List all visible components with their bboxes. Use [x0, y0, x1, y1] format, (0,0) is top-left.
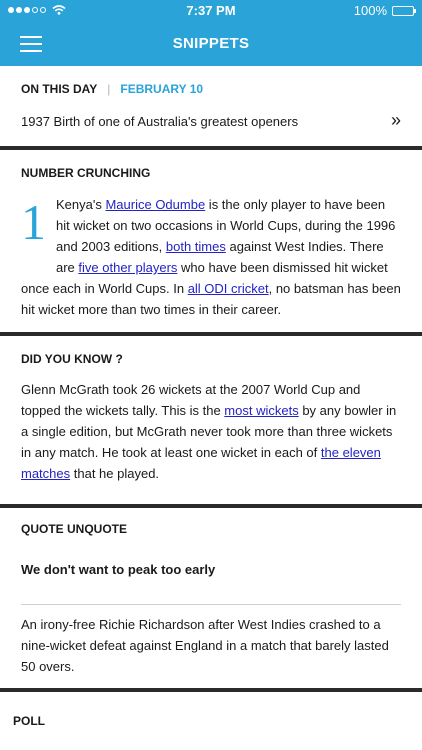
- quote-text: We don't want to peak too early: [21, 562, 216, 577]
- status-bar: [0, 0, 422, 22]
- link-all-odi-cricket[interactable]: all ODI cricket: [187, 281, 269, 296]
- on-this-day-header: [21, 82, 203, 96]
- on-this-day-text: 1937 Birth of one of Australia's greatest openers: [21, 114, 299, 129]
- on-this-day-date: FEBRUARY 10: [120, 82, 204, 96]
- did-you-know-section: [0, 336, 422, 504]
- on-this-day-label: ON THIS DAY: [21, 82, 98, 96]
- status-time: 7:37 PM: [186, 3, 236, 18]
- on-this-day-section[interactable]: [0, 66, 422, 146]
- did-you-know-text: Glenn McGrath took 26 wickets at the 2007 World Cup and topped the wickets tally. This is the most wickets by any bowler in a single edition, but McGrath never took more than three wickets in any match. He took at least one wicket in each of the eleven matches that he played.: [21, 382, 397, 481]
- link-maurice-odumbe[interactable]: Maurice Odumbe: [105, 197, 206, 212]
- poll-section: [0, 692, 422, 750]
- battery-percent: 100%: [353, 3, 387, 18]
- quote-rule: [21, 604, 401, 605]
- number-crunching-body: [21, 194, 401, 320]
- number-crunching-heading: NUMBER CRUNCHING: [21, 166, 151, 180]
- snippets-content: [0, 66, 422, 750]
- header-separator: |: [107, 82, 111, 96]
- link-five-other-players[interactable]: five other players: [78, 260, 178, 275]
- poll-heading: POLL: [13, 714, 45, 728]
- link-both-times[interactable]: both times: [165, 239, 226, 254]
- quote-unquote-section: [0, 508, 422, 688]
- double-chevron-right-icon[interactable]: »: [390, 110, 401, 130]
- drop-cap-number: 1: [21, 194, 46, 250]
- number-crunching-text: Kenya's Maurice Odumbe is the only player to have been hit wicket on two occasions in World Cups, during the 1996 and 2003 editions, both times against West Indies. There are five other players who have been dismissed hit wicket once each in World Cups. In all ODI cricket, no batsman has been hit wicket more than two times in their career.: [21, 197, 401, 317]
- nav-bar: [0, 22, 422, 66]
- quote-unquote-heading: QUOTE UNQUOTE: [21, 522, 128, 536]
- did-you-know-heading: DID YOU KNOW ?: [21, 352, 123, 366]
- link-most-wickets[interactable]: most wickets: [224, 403, 299, 418]
- battery-status: [354, 3, 414, 18]
- quote-context: An irony-free Richie Richardson after West Indies crashed to a nine-wicket defeat against England in a match that barely lasted 50 overs.: [21, 617, 389, 674]
- number-crunching-section: [0, 150, 422, 332]
- link-eleven-matches[interactable]: the eleven matches: [21, 445, 381, 481]
- page-title: SNIPPETS: [172, 35, 250, 52]
- did-you-know-body: [21, 379, 401, 484]
- battery-icon: [392, 6, 414, 16]
